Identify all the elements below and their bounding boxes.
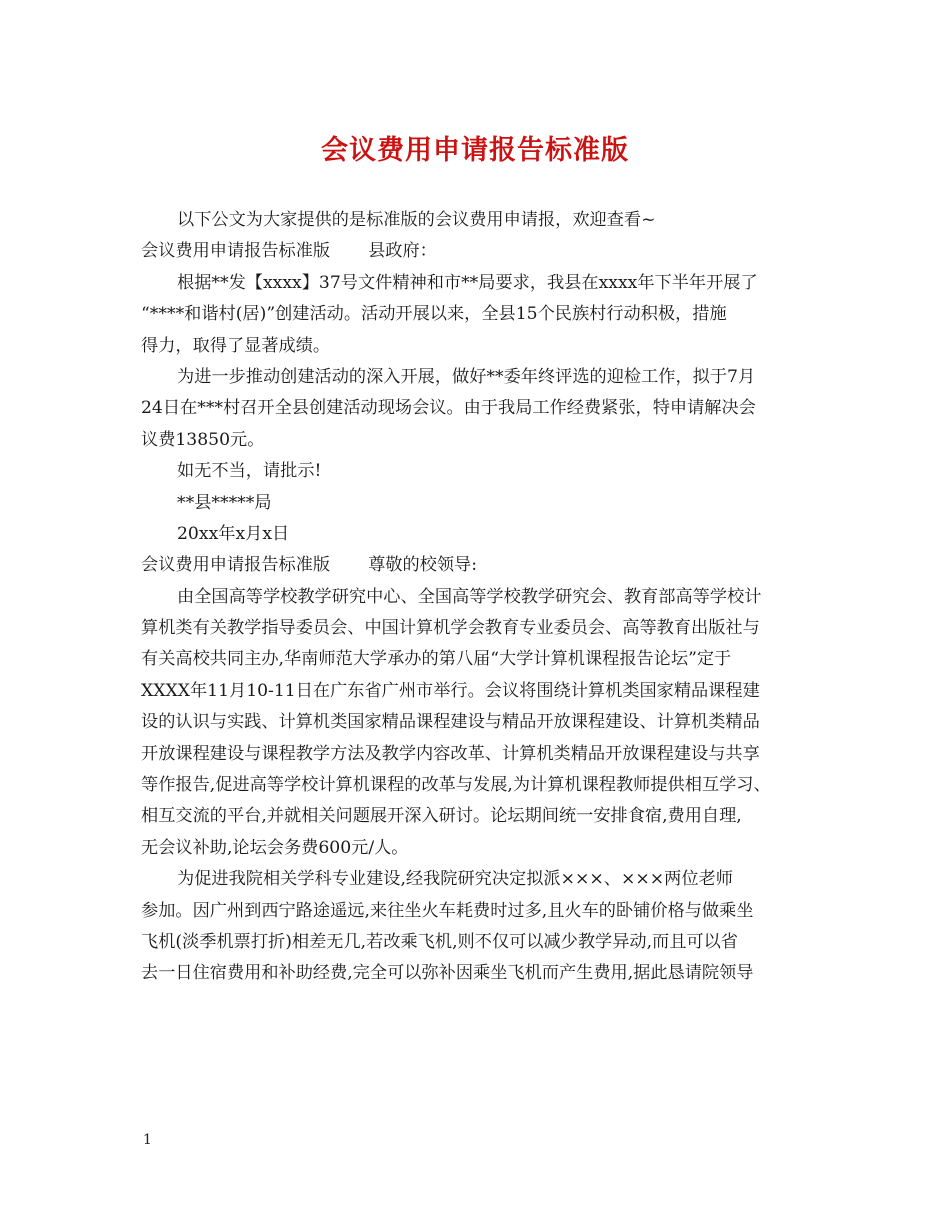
text-line — [141, 362, 813, 393]
text-line-content: 24日在***村召开全县创建活动现场会议。由于我局工作经费紧张，特申请解决会 — [141, 398, 756, 419]
text-line-content: 无会议补助,论坛会务费600元/人。 — [141, 837, 409, 858]
text-line — [141, 519, 813, 550]
text-line — [141, 770, 813, 801]
text-line — [141, 958, 813, 989]
text-line-content: 议费13850元。 — [141, 429, 265, 450]
text-line — [141, 456, 813, 487]
text-line — [141, 550, 813, 581]
text-line — [141, 801, 813, 832]
text-line-content: 有关高校共同主办,华南师范大学承办的第八届“大学计算机课程报告论坛”定于 — [141, 649, 732, 670]
text-line-content: 去一日住宿费用和补助经费,完全可以弥补因乘坐飞机而产生费用,据此恳请院领导 — [141, 963, 754, 984]
text-line-content: 会议费用申请报告标准版 — [141, 555, 331, 576]
text-line-content: “****和谐村(居)”创建活动。活动开展以来，全县15个民族村行动积极，措施 — [141, 304, 727, 325]
salutation: 尊敬的校领导: — [368, 555, 477, 576]
text-line — [141, 739, 813, 770]
text-line-content: 20xx年x月x日 — [177, 523, 290, 544]
text-line-content: 飞机(淡季机票打折)相差无几,若改乘飞机,则不仅可以减少教学异动,而且可以省 — [141, 931, 738, 952]
text-line-content: 等作报告,促进高等学校计算机课程的改革与发展,为计算机课程教师提供相互学习、 — [141, 775, 771, 796]
text-line-content: 根据**发【xxxx】37号文件精神和市**局要求，我县在xxxx年下半年开展了 — [177, 272, 758, 293]
text-line — [141, 613, 813, 644]
document-body — [141, 205, 813, 990]
text-line — [141, 582, 813, 613]
text-line — [141, 488, 813, 519]
text-line-content: 以下公文为大家提供的是标准版的会议费用申请报，欢迎查看~ — [177, 210, 656, 230]
text-line — [141, 644, 813, 675]
text-line — [141, 896, 813, 927]
text-line — [141, 205, 813, 236]
text-line-content: 如无不当，请批示! — [177, 461, 322, 482]
text-line-content: 算机类有关教学指导委员会、中国计算机学会教育专业委员会、高等教育出版社与 — [141, 618, 760, 639]
text-line-content: 得力，取得了显著成绩。 — [141, 335, 331, 356]
text-line — [141, 425, 813, 456]
text-line — [141, 236, 813, 267]
text-line — [141, 676, 813, 707]
text-line-content: XXXX年11月10-11日在广东省广州市举行。会议将围绕计算机类国家精品课程建 — [141, 680, 760, 701]
text-line — [141, 707, 813, 738]
text-line-content: 开放课程建设与课程教学方法及教学内容改革、计算机类精品开放课程建设与共享 — [141, 743, 760, 764]
text-line — [141, 864, 813, 895]
text-line — [141, 393, 813, 424]
page-number: 1 — [143, 1132, 152, 1148]
text-line — [141, 268, 813, 299]
text-line-content: 为促进我院相关学科专业建设,经我院研究决定拟派×××、×××两位老师 — [177, 869, 733, 890]
text-line-content: 设的认识与实践、计算机类国家精品课程建设与精品开放课程建设、计算机类精品 — [141, 712, 760, 733]
text-line — [141, 833, 813, 864]
text-line-content: 为进一步推动创建活动的深入开展，做好**委年终评选的迎检工作，拟于7月 — [177, 366, 756, 387]
text-line-content: 由全国高等学校教学研究中心、全国高等学校教学研究会、教育部高等学校计 — [177, 586, 762, 607]
text-line — [141, 927, 813, 958]
text-line — [141, 331, 813, 362]
text-line-content: 参加。因广州到西宁路途遥远,来往坐火车耗费时过多,且火车的卧铺价格与做乘坐 — [141, 900, 754, 921]
text-line-content: **县*****局 — [177, 492, 272, 513]
document-title: 会议费用申请报告标准版 — [321, 135, 629, 166]
salutation: 县政府： — [368, 241, 437, 262]
text-line-content: 会议费用申请报告标准版 — [141, 241, 331, 262]
text-line — [141, 299, 813, 330]
text-line-content: 相互交流的平台,并就相关问题展开深入研讨。论坛期间统一安排食宿,费用自理, — [141, 806, 742, 827]
